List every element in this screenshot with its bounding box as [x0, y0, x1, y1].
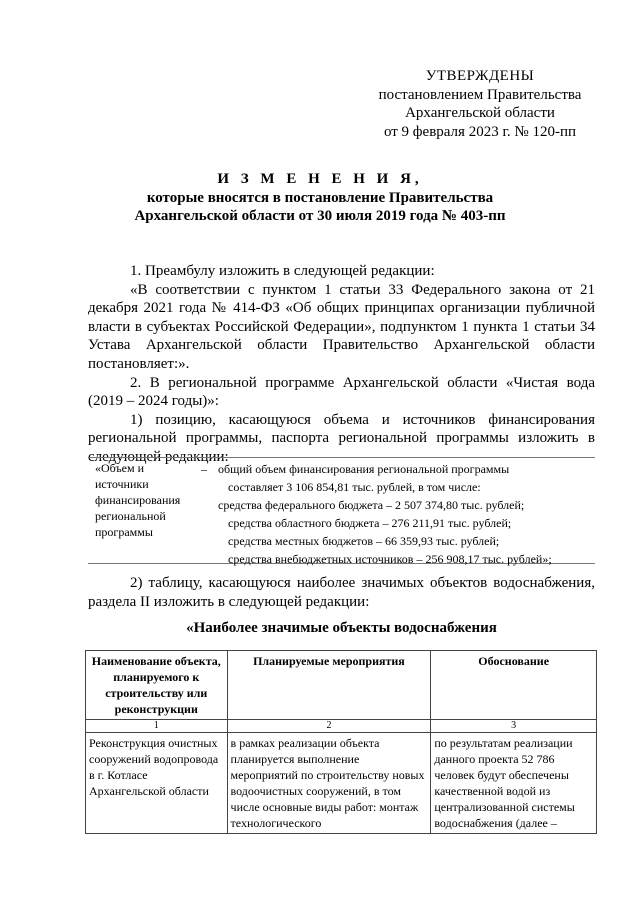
paragraph: «В соответствии с пунктом 1 статьи 33 Федерального закона от 21 декабря 2021 года № 414-ФЗ «Об общих принципах организации публичной власти в субъектах Российской Федерации», подпунктом 1 пункта 1 статьи 34 Устава Архангельской области Правительство Архангельской области постановляет:». — [88, 281, 595, 372]
table-cell: по результатам реализации данного проекта 52 786 человек будут обеспечены качественной водой из централизованной системы водоснабжения (далее – — [431, 733, 597, 834]
passport-line: средства внебюджетных источников – 256 908,17 тыс. рублей»; — [228, 552, 552, 566]
passport-dash: – — [201, 462, 207, 476]
table-header: Планируемые мероприятия — [227, 651, 431, 720]
passport-label: «Объем и источники финансирования региональной программы — [95, 461, 181, 539]
paragraph: 1. Преамбулу изложить в следующей редакции: — [130, 263, 435, 279]
table-cell: в рамках реализации объекта планируется выполнение мероприятий по строительству новых водоочистных сооружений, в том числе основные виды работ: монтаж технологического — [227, 733, 431, 834]
approval-line: Архангельской области — [405, 105, 555, 121]
column-number: 2 — [227, 720, 431, 733]
objects-table — [85, 650, 597, 834]
table-cell: Реконструкция очистных сооружений водопровода в г. Котласе Архангельской области — [86, 733, 228, 834]
passport-line: составляет 3 106 854,81 тыс. рублей, в том числе: — [228, 480, 481, 494]
table-row — [86, 733, 597, 834]
approval-title: УТВЕРЖДЕНЫ — [425, 68, 535, 84]
column-number: 3 — [431, 720, 597, 733]
heading-title: И З М Е Н Е Н И Я, — [217, 171, 423, 187]
page-bottom-mask — [84, 860, 600, 905]
column-number: 1 — [86, 720, 228, 733]
table-header: Обоснование — [431, 651, 597, 720]
heading-line: Архангельской области от 30 июля 2019 года № 403-пп — [134, 208, 506, 224]
passport-line: средства областного бюджета – 276 211,91 тыс. рублей; — [228, 516, 512, 530]
paragraph: 2) таблицу, касающуюся наиболее значимых объектов водоснабжения, раздела II изложить в следующей редакции: — [88, 575, 595, 610]
paragraph: 1) позицию, касающуюся объема и источников финансирования региональной программы, паспорта региональной программы изложить в следующей редакции: — [88, 411, 595, 465]
passport-line: средства местных бюджетов – 66 359,93 тыс. рублей; — [228, 534, 500, 548]
table-header-row — [86, 651, 597, 720]
heading-line: которые вносятся в постановление Правительства — [146, 189, 494, 206]
approval-stamp — [370, 67, 590, 141]
table-number-row — [86, 720, 597, 733]
passport-line: общий объем финансирования региональной программы — [218, 462, 510, 476]
body-text-2 — [88, 574, 595, 611]
paragraph: 2. В региональной программе Архангельской области «Чистая вода (2019 – 2024 годы)»: — [88, 374, 595, 410]
passport-block — [88, 457, 595, 564]
document-heading — [80, 170, 560, 226]
passport-line: средства федерального бюджета – 2 507 374,80 тыс. рублей; — [218, 498, 525, 512]
table-header: Наименование объекта, планируемого к строительству или реконструкции — [86, 651, 228, 720]
approval-line: от 9 февраля 2023 г. № 120-пп — [383, 123, 577, 140]
table-title: «Наиболее значимые объекты водоснабжения — [186, 620, 497, 636]
passport-values — [218, 460, 593, 568]
approval-line: постановлением Правительства — [378, 86, 582, 103]
body-text — [88, 262, 595, 467]
